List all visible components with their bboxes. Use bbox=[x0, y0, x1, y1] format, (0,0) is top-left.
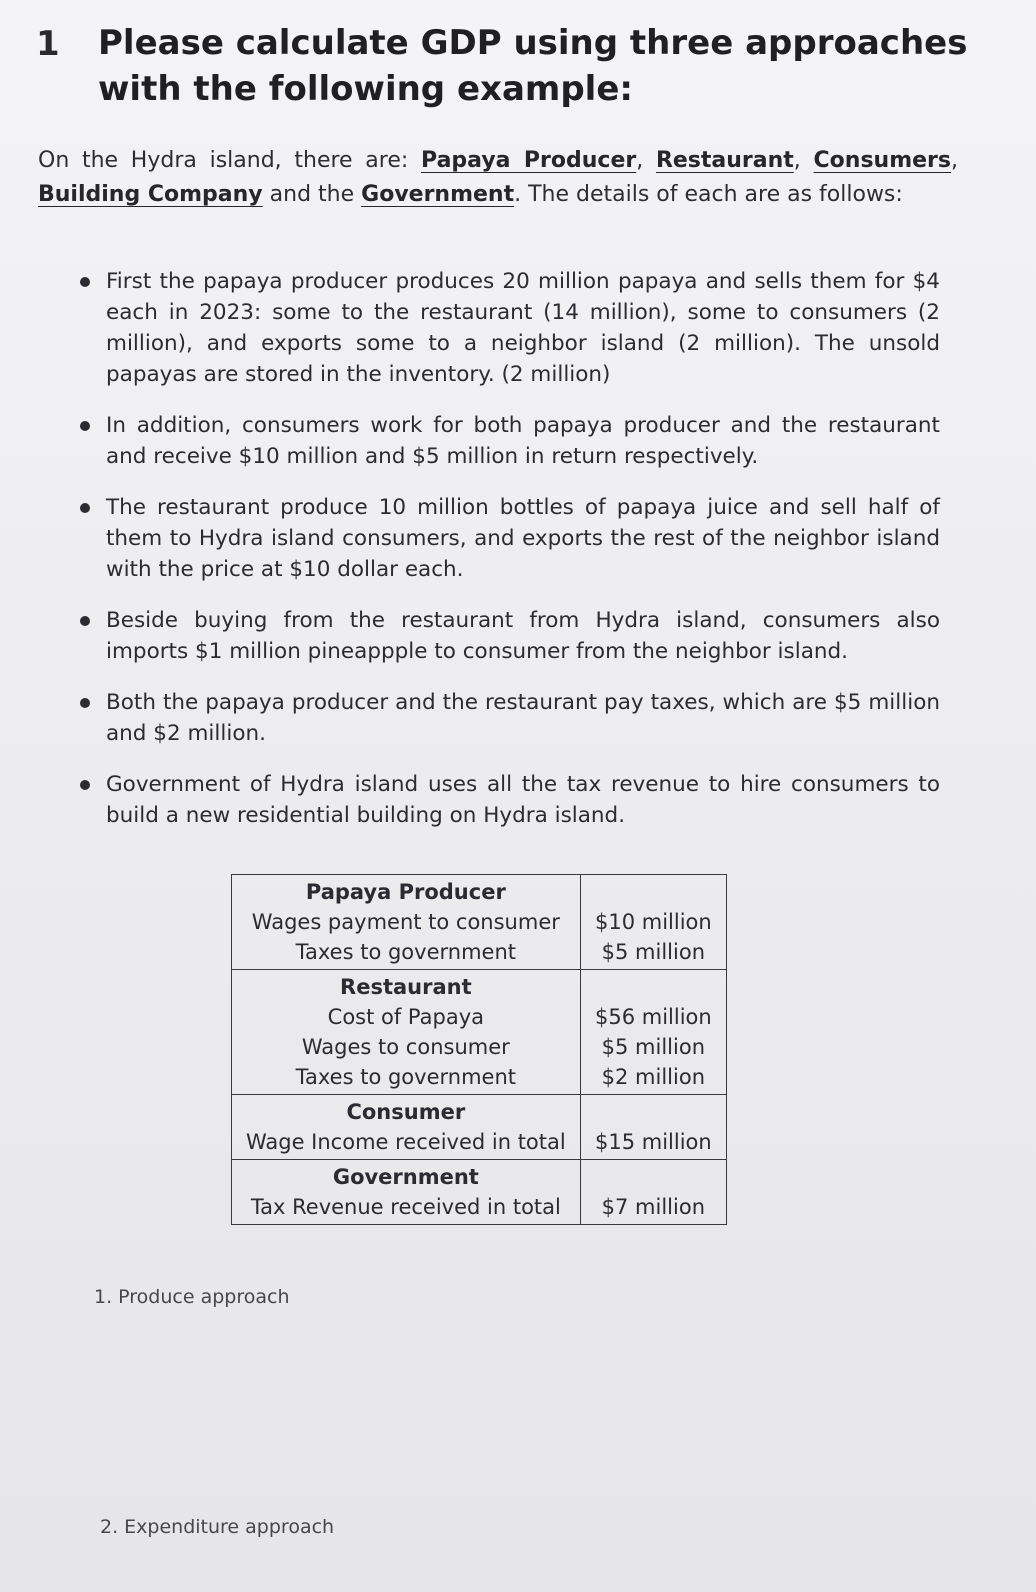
entity-government: Government bbox=[361, 182, 515, 207]
table-row bbox=[232, 875, 727, 970]
table-row bbox=[232, 970, 727, 1095]
list-item bbox=[80, 605, 940, 667]
section-title: Please calculate GDP using three approaches with the following example: bbox=[98, 23, 968, 109]
list-item bbox=[80, 410, 940, 472]
list-item bbox=[80, 769, 940, 831]
section-heading bbox=[36, 20, 996, 112]
details-list bbox=[80, 266, 940, 831]
restaurant-values bbox=[580, 970, 726, 1095]
table-row-label: Tax Revenue received in total bbox=[250, 1195, 561, 1219]
list-item-text: Government of Hydra island uses all the tax revenue to hire consumers to build a new residential building on Hydra island. bbox=[106, 772, 940, 828]
consumer-values bbox=[580, 1095, 726, 1160]
table-group-header: Consumer bbox=[346, 1100, 466, 1124]
intro-suffix: . The details of each are as follows: bbox=[514, 182, 903, 207]
entity-consumers: Consumers bbox=[813, 148, 951, 173]
question-expenditure-approach: 2. Expenditure approach bbox=[100, 1516, 335, 1538]
table-row-label: Cost of Papaya bbox=[327, 1005, 485, 1029]
entity-papaya-producer: Papaya Producer bbox=[421, 148, 637, 173]
table-row-value: $15 million bbox=[594, 1130, 712, 1154]
table-row-value: $56 million bbox=[594, 1005, 712, 1029]
table-row-label: Taxes to government bbox=[295, 1065, 516, 1089]
list-item-text: In addition, consumers work for both papaya producer and the restaurant and receive $10 million and $5 million in return respectively. bbox=[106, 413, 940, 469]
summary-table bbox=[231, 874, 727, 1225]
table-group-header: Papaya Producer bbox=[305, 880, 506, 904]
list-item-text: Beside buying from the restaurant from Hydra island, consumers also imports $1 million pineappple to consumer from the neighbor island. bbox=[106, 608, 940, 664]
table-row-label: Wage Income received in total bbox=[245, 1130, 566, 1154]
bullet-icon bbox=[80, 277, 90, 287]
table-row-value: $10 million bbox=[594, 910, 712, 934]
intro-separator: and the bbox=[262, 182, 362, 207]
entity-restaurant: Restaurant bbox=[655, 148, 794, 173]
government-cell bbox=[232, 1160, 581, 1225]
intro-paragraph bbox=[38, 144, 958, 212]
list-item-text: First the papaya producer produces 20 million papaya and sells them for $4 each in 2023: some to the restaurant (14 million), some to consumers (2 million), and exports some to a neighbor island (2 million). The unsold papayas are stored in the inventory. (2 million) bbox=[106, 269, 940, 387]
table-row bbox=[232, 1095, 727, 1160]
papaya-producer-values bbox=[580, 875, 726, 970]
table-group-header: Government bbox=[332, 1165, 479, 1189]
bullet-icon bbox=[80, 616, 90, 626]
bullet-icon bbox=[80, 698, 90, 708]
bullet-icon bbox=[80, 421, 90, 431]
table-group-header: Restaurant bbox=[340, 975, 472, 999]
consumer-cell bbox=[232, 1095, 581, 1160]
list-item bbox=[80, 687, 940, 749]
table-row-label: Wages to consumer bbox=[301, 1035, 510, 1059]
intro-separator: , bbox=[636, 148, 656, 173]
intro-separator: , bbox=[793, 148, 814, 173]
list-item bbox=[80, 266, 940, 390]
government-values bbox=[580, 1160, 726, 1225]
table-row bbox=[232, 1160, 727, 1225]
table-row-value: $7 million bbox=[601, 1195, 706, 1219]
list-item bbox=[80, 492, 940, 585]
entity-building-company: Building Company bbox=[38, 182, 263, 207]
question-produce-approach: 1. Produce approach bbox=[94, 1286, 290, 1308]
list-item-text: The restaurant produce 10 million bottles of papaya juice and sell half of them to Hydra island consumers, and exports the rest of the neighbor island with the price at $10 dollar each. bbox=[106, 495, 940, 582]
table-row-value: $5 million bbox=[601, 1035, 706, 1059]
bullet-icon bbox=[80, 780, 90, 790]
list-item-text: Both the papaya producer and the restaurant pay taxes, which are $5 million and $2 million. bbox=[106, 690, 940, 746]
intro-prefix: On the Hydra island, there are: bbox=[38, 148, 422, 173]
section-number: 1 bbox=[36, 24, 60, 64]
table-row-value: $2 million bbox=[601, 1065, 706, 1089]
table-row-value: $5 million bbox=[601, 940, 706, 964]
papaya-producer-cell bbox=[232, 875, 581, 970]
restaurant-cell bbox=[232, 970, 581, 1095]
intro-separator: , bbox=[950, 148, 958, 173]
bullet-icon bbox=[80, 503, 90, 513]
table-row-label: Taxes to government bbox=[295, 940, 516, 964]
table-row-label: Wages payment to consumer bbox=[251, 910, 560, 934]
